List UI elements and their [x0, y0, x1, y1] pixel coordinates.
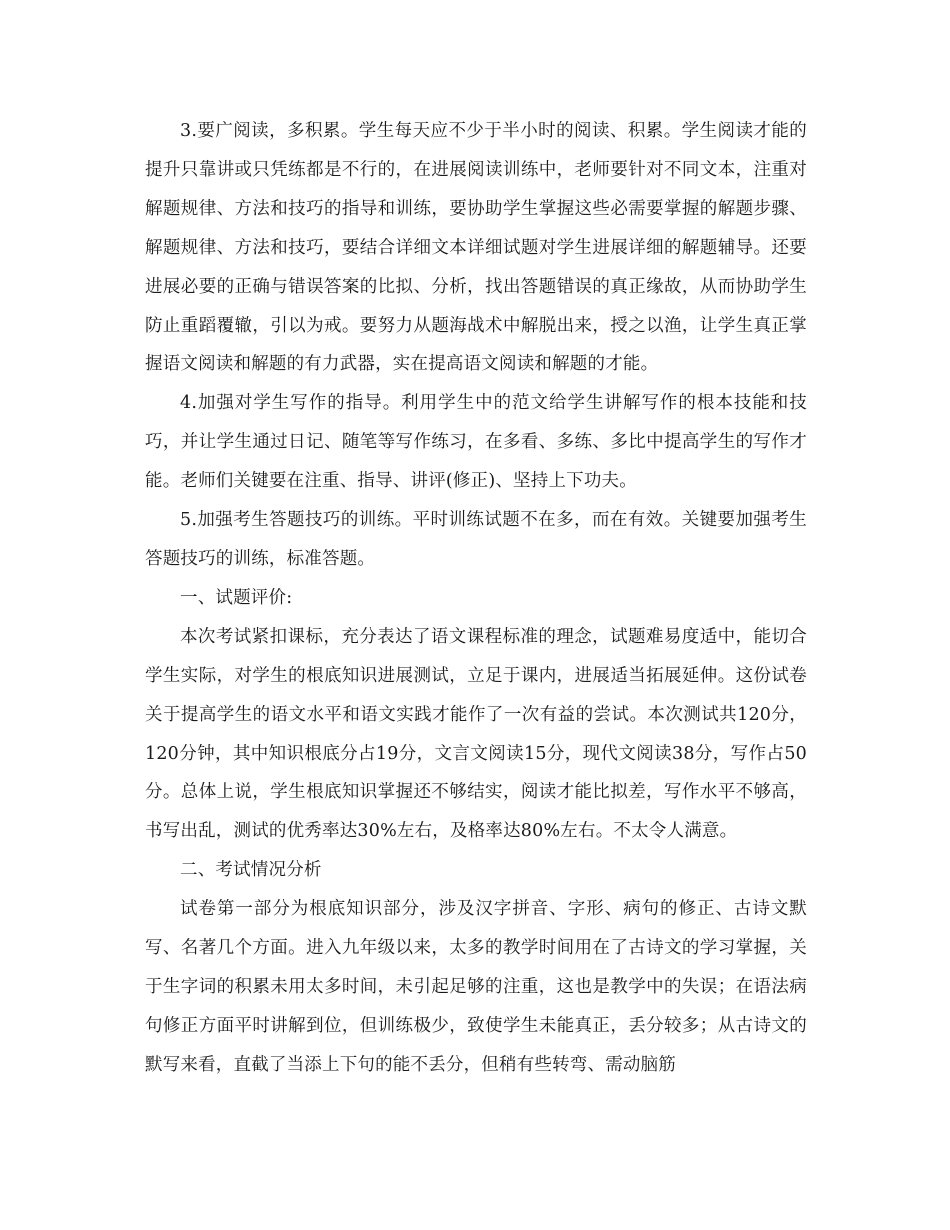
paragraph-writing-guidance: 4.加强对学生写作的指导。利用学生中的范文给学生讲解写作的根本技能和技巧，并让学生通过日记、随笔等写作练习，在多看、多练、多比中提高学生的写作才能。老师们关键要在注重、指导、讲评(修正)、坚持上下功夫。 [145, 393, 807, 492]
paragraph-answer-skills: 5.加强考生答题技巧的训练。平时训练试题不在多，而在有效。关键要加强考生答题技巧的训练，标准答题。 [145, 510, 807, 569]
document-body [145, 112, 807, 1085]
paragraph-reading-accumulation: 3.要广阅读，多积累。学生每天应不少于半小时的阅读、积累。学生阅读才能的提升只靠讲或只凭练都是不行的，在进展阅读训练中，老师要针对不同文本，注重对解题规律、方法和技巧的指导和训练，要协助学生掌握这些必需要掌握的解题步骤、解题规律、方法和技巧，要结合详细文本详细试题对学生进展详细的解题辅导。还要进展必要的正确与错误答案的比拟、分析，找出答题错误的真正缘故，从而协助学生防止重蹈覆辙，引以为戒。要努力从题海战术中解脱出来，授之以渔，让学生真正掌握语文阅读和解题的有力武器，实在提高语文阅读和解题的才能。 [145, 121, 807, 375]
section-heading-exam-evaluation: 一、试题评价: [180, 587, 293, 608]
section-heading-exam-analysis: 二、考试情况分析 [180, 860, 322, 881]
paragraph-exam-evaluation: 本次考试紧扣课标，充分表达了语文课程标准的理念，试题难易度适中，能切合学生实际，对学生的根底知识进展测试，立足于课内，进展适当拓展延伸。这份试卷关于提高学生的语文水平和语文实践才能作了一次有益的尝试。本次测试共120分，120分钟，其中知识根底分占19分，文言文阅读15分，现代文阅读38分，写作占50分。总体上说，学生根底知识掌握还不够结实，阅读才能比拟差，写作水平不够高，书写出乱，测试的优秀率达30%左右，及格率达80%左右。不太令人满意。 [145, 626, 807, 842]
paragraph-exam-analysis: 试卷第一部分为根底知识部分，涉及汉字拼音、字形、病句的修正、古诗文默写、名著几个方面。进入九年级以来，太多的教学时间用在了古诗文的学习掌握，关于生字词的积累未用太多时间，未引起足够的注重，这也是教学中的失误；在语法病句修正方面平时讲解到位，但训练极少，致使学生未能真正，丢分较多；从古诗文的默写来看，直截了当添上下句的能不丢分，但稍有些转弯、需动脑筋 [145, 899, 807, 1075]
